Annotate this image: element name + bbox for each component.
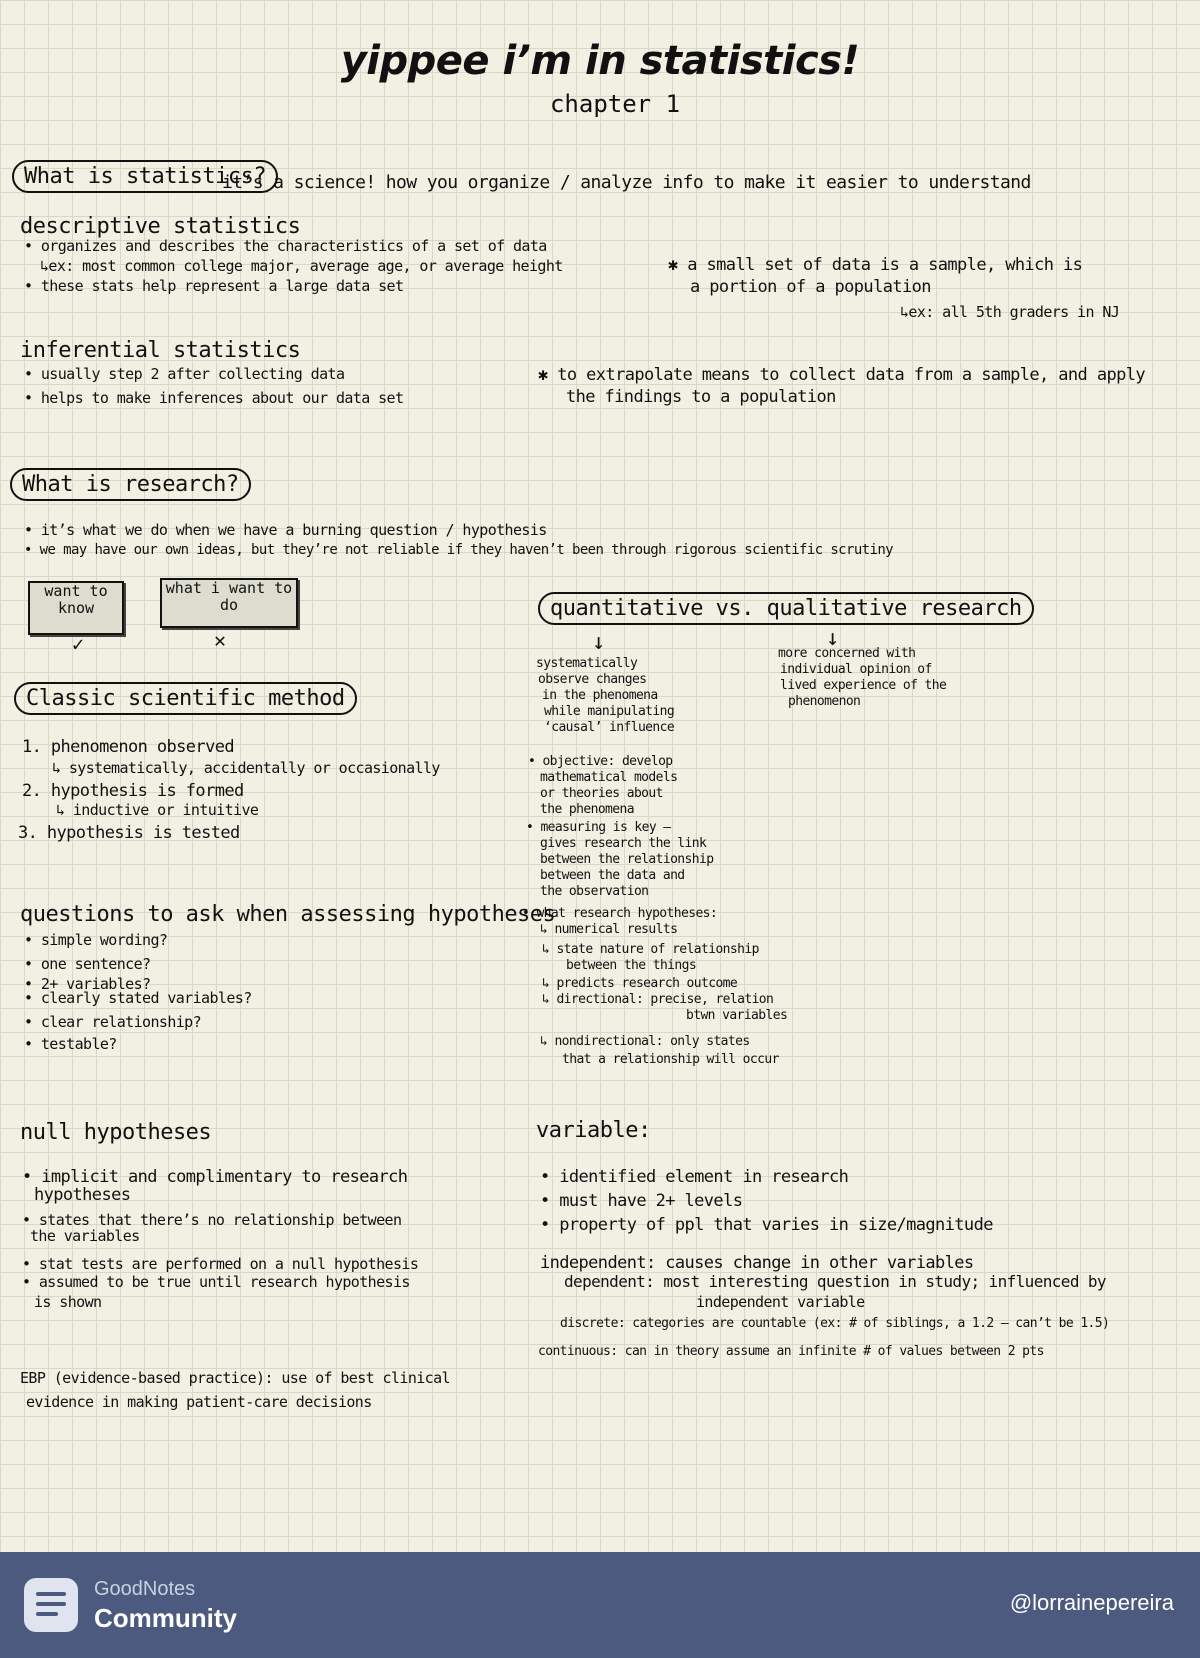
sample-note-line-1: ✱ a small set of data is a sample, which is [668, 255, 1083, 275]
quant-line-4: while manipulating [544, 704, 675, 719]
variable-heading: variable: [536, 1118, 651, 1143]
want-to-do-label: what i want to do [165, 579, 293, 614]
hypothesis-line-4: between the things [566, 958, 697, 973]
method-step-2-sub: ↳ inductive or intuitive [56, 801, 259, 819]
measure-line-1: • measuring is key – [526, 820, 671, 835]
descriptive-line-2: ↳ex: most common college major, average age, or average height [40, 257, 563, 275]
goodnotes-logo-icon [24, 1578, 78, 1632]
objective-line-2: mathematical models [540, 770, 678, 785]
hypothesis-line-6: ↳ directional: precise, relation [542, 992, 774, 1007]
measure-line-2: gives research the link [540, 836, 707, 851]
null-line-4: the variables [30, 1227, 140, 1245]
research-line-1: • it’s what we do when we have a burning question / hypothesis [24, 521, 547, 539]
null-line-7: is shown [34, 1293, 102, 1311]
hypothesis-line-8: ↳ nondirectional: only states [540, 1034, 750, 1049]
descriptive-line-3: • these stats help represent a large data set [24, 277, 404, 295]
brand-community: Community [94, 1603, 237, 1633]
measure-line-4: between the data and [540, 868, 685, 883]
quant-line-3: in the phenomena [542, 688, 658, 703]
statistics-definition: it’s a science! how you organize / analyze info to make it easier to understand [222, 172, 1031, 193]
inferential-line-1: • usually step 2 after collecting data [24, 365, 345, 383]
null-line-2: hypotheses [34, 1185, 131, 1205]
discrete-variable: discrete: categories are countable (ex: # of siblings, a 1.2 – can’t be 1.5) [560, 1316, 1110, 1331]
measure-line-5: the observation [540, 884, 649, 899]
scientific-method-heading: Classic scientific method [14, 682, 357, 715]
down-arrow-icon: ↓ [826, 626, 840, 651]
independent-variable: independent: causes change in other variables [540, 1253, 974, 1273]
ebp-line-1: EBP (evidence-based practice): use of best clinical [20, 1369, 450, 1387]
extrapolate-note-line-1: ✱ to extrapolate means to collect data from a sample, and apply [538, 365, 1145, 385]
page-title: yippee i’m in statistics! [340, 38, 860, 84]
null-line-5: • stat tests are performed on a null hypothesis [22, 1255, 419, 1273]
qual-line-2: individual opinion of [780, 662, 932, 677]
method-step-3: 3. hypothesis is tested [18, 823, 240, 843]
variable-line-3: • property of ppl that varies in size/magnitude [540, 1215, 993, 1235]
want-to-know-box [28, 581, 124, 635]
extrapolate-note-line-2: the findings to a population [566, 387, 836, 407]
objective-line-3: or theories about [540, 786, 663, 801]
question-item: • simple wording? [24, 931, 168, 949]
null-line-3: • states that there’s no relationship between [22, 1211, 402, 1229]
qual-line-1: more concerned with [778, 646, 916, 661]
hypothesis-line-3: ↳ state nature of relationship [542, 942, 759, 957]
descriptive-line-1: • organizes and describes the characteristics of a set of data [24, 237, 547, 255]
qual-line-3: lived experience of the [780, 678, 947, 693]
quant-qual-heading: quantitative vs. qualitative research [538, 592, 1034, 625]
method-step-2: 2. hypothesis is formed [22, 781, 244, 801]
ebp-line-2: evidence in making patient-care decisions [26, 1393, 372, 1411]
question-item: • clearly stated variables? [24, 989, 252, 1007]
question-item: • testable? [24, 1035, 117, 1053]
down-arrow-icon: ↓ [592, 630, 606, 655]
author-handle[interactable]: @lorrainepereira [1009, 1590, 1174, 1615]
question-item: • one sentence? [24, 955, 151, 973]
hypothesis-line-5: ↳ predicts research outcome [542, 976, 738, 991]
what-is-research-heading: What is research? [10, 468, 251, 501]
inferential-line-2: • helps to make inferences about our data set [24, 389, 404, 407]
want-to-know-label: want to know [44, 582, 108, 617]
dependent-variable-2: independent variable [696, 1293, 865, 1311]
inferential-heading: inferential statistics [20, 338, 301, 363]
method-step-1-sub: ↳ systematically, accidentally or occasionally [52, 759, 440, 777]
hypothesis-line-7: btwn variables [686, 1008, 788, 1023]
variable-line-2: • must have 2+ levels [540, 1191, 743, 1211]
variable-line-1: • identified element in research [540, 1167, 849, 1187]
quant-line-5: ‘causal’ influence [544, 720, 675, 735]
question-item: • 2+ variables? [24, 975, 151, 993]
page-subtitle: chapter 1 [549, 90, 681, 118]
footer-bar [0, 1552, 1200, 1658]
brand-name: GoodNotes [94, 1578, 196, 1600]
quant-line-2: observe changes [538, 672, 647, 687]
research-line-2: • we may have our own ideas, but they’re not reliable if they haven’t been through rigorous scientific scrutiny [24, 542, 893, 558]
what-is-statistics-heading: What is statistics? [12, 160, 278, 193]
hypothesis-line-1: • what research hypotheses: [522, 906, 718, 921]
hypothesis-line-2: ↳ numerical results [540, 922, 678, 937]
hypothesis-line-9: that a relationship will occur [562, 1052, 779, 1067]
objective-line-4: the phenomena [540, 802, 634, 817]
questions-heading: questions to ask when assessing hypotheses [20, 902, 556, 927]
cross-icon: ✕ [214, 628, 227, 652]
measure-line-3: between the relationship [540, 852, 714, 867]
dependent-variable-1: dependent: most interesting question in study; influenced by [564, 1272, 1106, 1291]
null-line-6: • assumed to be true until research hypothesis [22, 1273, 410, 1291]
qual-line-4: phenomenon [788, 694, 861, 709]
check-icon: ✓ [72, 632, 85, 656]
quant-line-1: systematically [536, 656, 638, 671]
method-step-1: 1. phenomenon observed [22, 737, 234, 757]
null-line-1: • implicit and complimentary to research [22, 1167, 408, 1187]
sample-note-line-3: ↳ex: all 5th graders in NJ [900, 303, 1120, 321]
question-item: • clear relationship? [24, 1013, 202, 1031]
null-heading: null hypotheses [20, 1120, 212, 1145]
continuous-variable: continuous: can in theory assume an infinite # of values between 2 pts [538, 1344, 1044, 1359]
sample-note-line-2: a portion of a population [690, 277, 931, 297]
objective-line-1: • objective: develop [528, 754, 673, 769]
descriptive-heading: descriptive statistics [20, 214, 301, 239]
want-to-do-box [160, 578, 298, 628]
